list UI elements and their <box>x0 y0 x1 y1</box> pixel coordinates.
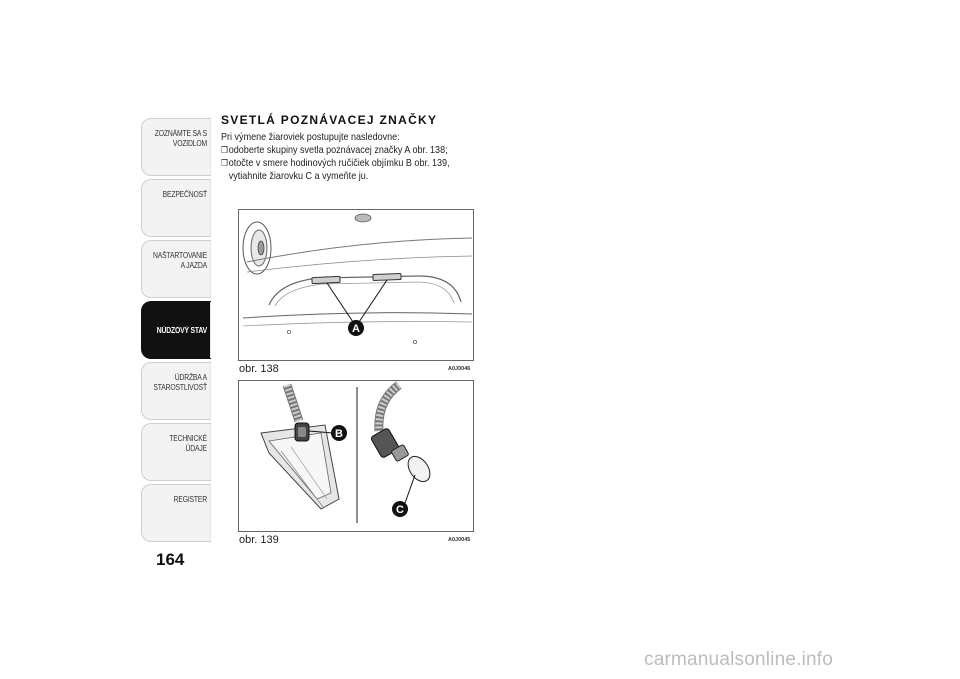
marker-b-label: B <box>335 428 343 440</box>
tab-label: TECHNICKÉ ÚDAJE <box>169 434 207 453</box>
tab-udrzba[interactable] <box>141 362 211 420</box>
marker-a-label: A <box>352 323 360 335</box>
tab-label: NAŠTARTOVANIE A JAZDA <box>153 251 207 270</box>
checkbox-bullet-icon: ❒ <box>221 158 228 168</box>
chapter-tabs <box>141 118 211 545</box>
tab-label: ÚDRŽBA A STAROSTLIVOSŤ <box>153 373 207 392</box>
figure-138-caption: obr. 138 <box>239 363 279 375</box>
figure-139-code: A0J0045 <box>448 537 471 543</box>
bulb-holder-illustration <box>239 381 473 531</box>
intro-text: Pri výmene žiaroviek postupujte nasledovne: <box>221 131 400 143</box>
instructions <box>221 131 453 183</box>
tab-nudzovy-stav[interactable] <box>141 301 211 359</box>
step-item <box>221 157 453 183</box>
tab-label: BEZPEČNOSŤ <box>162 190 207 199</box>
page-number: 164 <box>156 550 185 569</box>
figure-138-code: A0J0046 <box>448 366 471 372</box>
tab-bezpecnost[interactable] <box>141 179 211 237</box>
tab-label: NÚDZOVÝ STAV <box>156 326 207 335</box>
marker-c-label: C <box>396 504 404 516</box>
license-plate-light-illustration <box>239 210 473 360</box>
tab-register[interactable] <box>141 484 211 542</box>
figure-139-caption: obr. 139 <box>239 534 279 546</box>
tab-technicke-udaje[interactable] <box>141 423 211 481</box>
figure-139 <box>238 380 474 532</box>
figure-138 <box>238 209 474 361</box>
checkbox-bullet-icon: ❒ <box>221 145 228 155</box>
tab-zoznamte-sa[interactable] <box>141 118 211 176</box>
section-title: SVETLÁ POZNÁVACEJ ZNAČKY <box>221 113 438 127</box>
step-text: odoberte skupiny svetla poznávacej značky A obr. 138; <box>228 144 448 156</box>
tab-label: REGISTER <box>173 495 207 504</box>
step-item <box>221 144 453 157</box>
watermark: carmanualsonline.info <box>644 649 834 670</box>
step-text: otočte v smere hodinových ručičiek objímku B obr. 139, vytiahnite žiarovku C a vymeňte ju. <box>228 157 450 182</box>
tab-label: ZOZNÁMTE SA S VOZIDLOM <box>154 129 207 148</box>
tab-nastartovanie[interactable] <box>141 240 211 298</box>
